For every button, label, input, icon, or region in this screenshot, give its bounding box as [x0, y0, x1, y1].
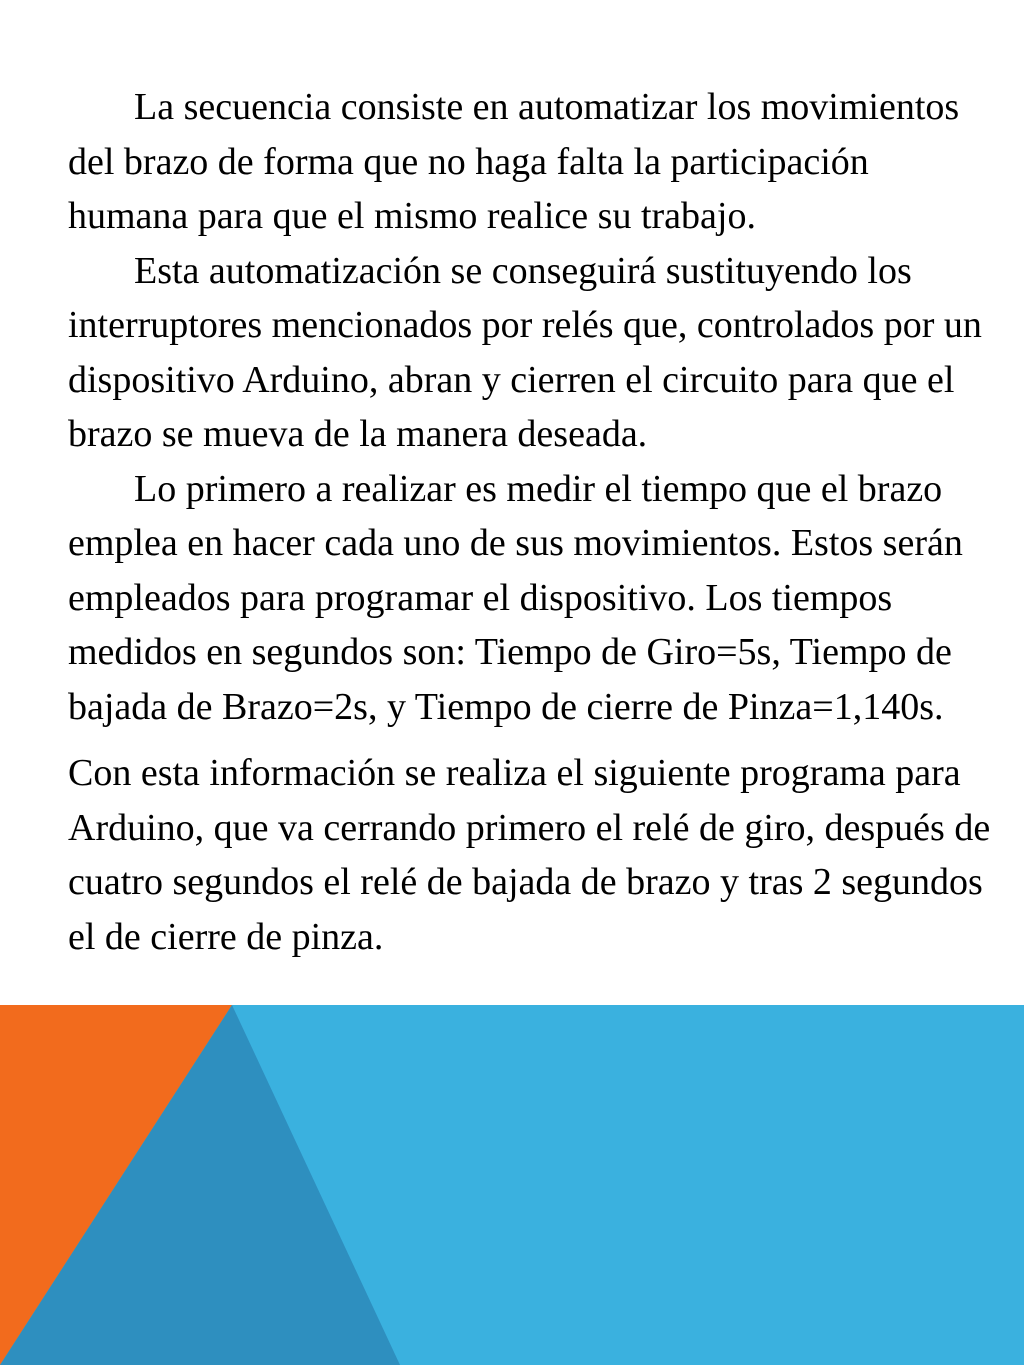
document-body: [68, 80, 998, 964]
paragraph-timing: Lo primero a realizar es medir el tiempo que el brazo emplea en hacer cada uno de sus movimientos. Estos serán empleados para programar el dispositivo. Los tiempos medidos en segundos son: Tiempo de Giro=5s, Tiempo de bajada de Brazo=2s, y Tiempo de cierre de Pinza=1,140s.: [68, 467, 963, 728]
paragraph-intro: La secuencia consiste en automatizar los movimientos del brazo de forma que no haga falta la participación humana para que el mismo realice su trabajo.: [68, 86, 960, 237]
paragraph-program: Con esta información se realiza el siguiente programa para Arduino, que va cerrando primero el relé de giro, después de cuatro segundos el relé de bajada de brazo y tras 2 segundos el de cierre de pinza.: [68, 752, 991, 958]
paragraph-automation: Esta automatización se conseguirá sustituyendo los interruptores mencionados por relés que, controlados por un dispositivo Arduino, abran y cierren el circuito para que el brazo se mueva de la manera deseada.: [68, 249, 982, 455]
